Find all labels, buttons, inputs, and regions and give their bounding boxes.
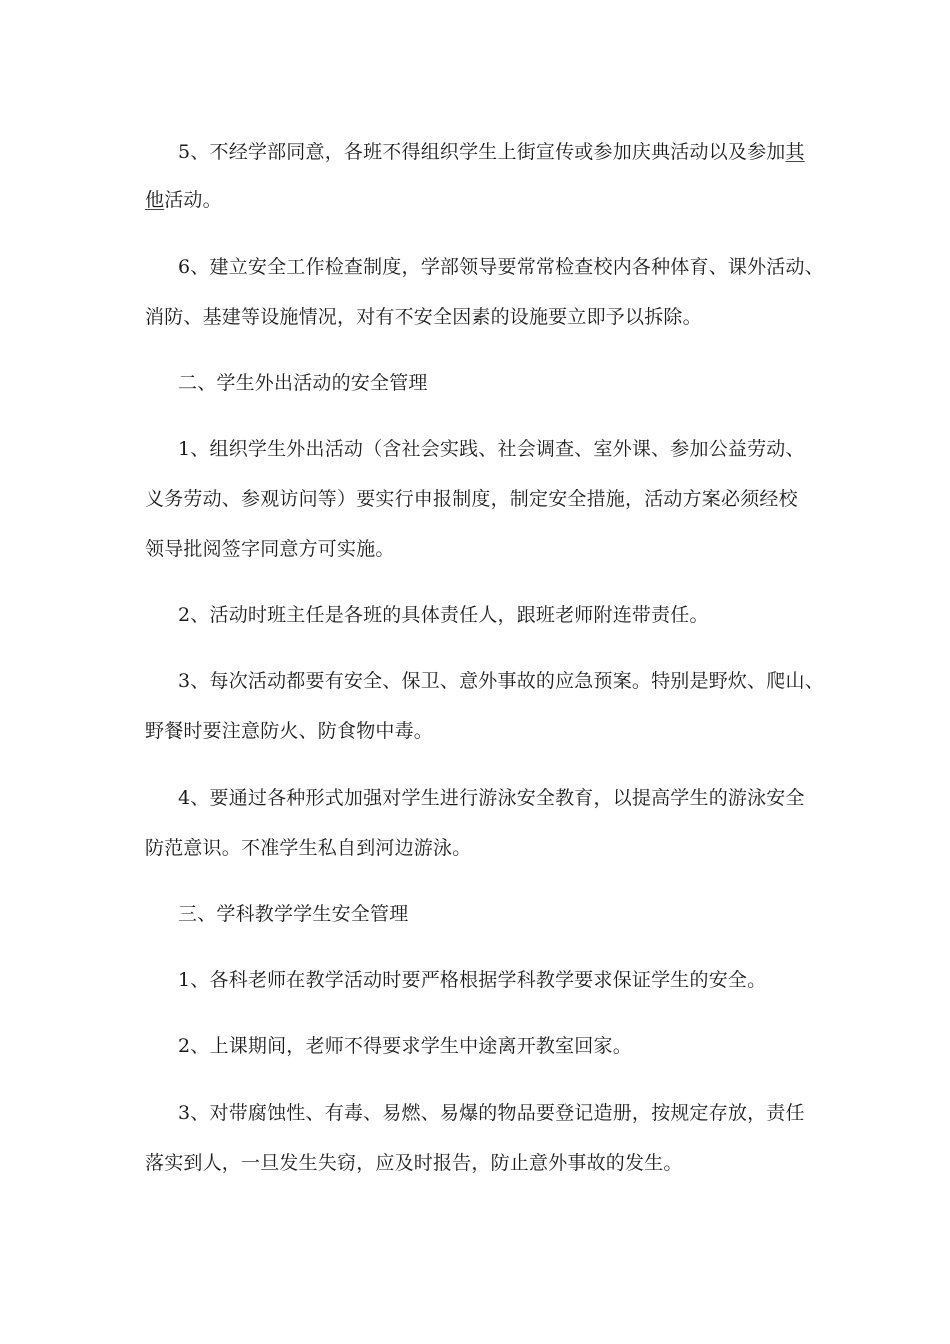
link-text[interactable]: 他	[145, 189, 165, 211]
paragraph-text: 活动。	[164, 189, 222, 211]
section-3-paragraph-1: 1、各科老师在教学活动时要严格根据学科教学要求保证学生的安全。	[178, 969, 767, 991]
section-2-paragraph-1-line-1: 1、组织学生外出活动（含社会实践、社会调查、室外课、参加公益劳动、	[178, 438, 805, 460]
paragraph-5-line-2	[145, 188, 222, 212]
section-heading-2: 二、学生外出活动的安全管理	[178, 372, 428, 394]
section-3-paragraph-3-line-2: 落实到人，一旦发生失窃，应及时报告，防止意外事故的发生。	[145, 1152, 683, 1174]
section-2-paragraph-4-line-1: 4、要通过各种形式加强对学生进行游泳安全教育，以提高学生的游泳安全	[178, 787, 805, 809]
section-3-paragraph-2: 2、上课期间，老师不得要求学生中途离开教室回家。	[178, 1035, 632, 1057]
link-text[interactable]: 其	[785, 141, 805, 163]
section-2-paragraph-2: 2、活动时班主任是各班的具体责任人，跟班老师附连带责任。	[178, 604, 709, 626]
section-2-paragraph-1-line-3: 领导批阅签字同意方可实施。	[145, 538, 395, 560]
section-2-paragraph-1-line-2: 义务劳动、参观访问等）要实行申报制度，制定安全措施，活动方案必须经校	[145, 488, 798, 510]
section-2-paragraph-4-line-2: 防范意识。不准学生私自到河边游泳。	[145, 837, 472, 859]
section-3-paragraph-3-line-1: 3、对带腐蚀性、有毒、易燃、易爆的物品要登记造册，按规定存放，责任	[178, 1102, 805, 1124]
paragraph-5-line-1	[178, 140, 805, 164]
paragraph-6-line-1: 6、建立安全工作检查制度，学部领导要常常检查校内各种体育、课外活动、	[178, 256, 824, 278]
paragraph-text: 5、不经学部同意，各班不得组织学生上街宣传或参加庆典活动以及参加	[178, 141, 786, 163]
section-2-paragraph-3-line-1: 3、每次活动都要有安全、保卫、意外事故的应急预案。特别是野炊、爬山、	[178, 670, 824, 692]
paragraph-6-line-2: 消防、基建等设施情况，对有不安全因素的设施要立即予以拆除。	[145, 306, 702, 328]
section-2-paragraph-3-line-2: 野餐时要注意防火、防食物中毒。	[145, 720, 434, 742]
section-heading-3: 三、学科教学学生安全管理	[178, 903, 409, 925]
